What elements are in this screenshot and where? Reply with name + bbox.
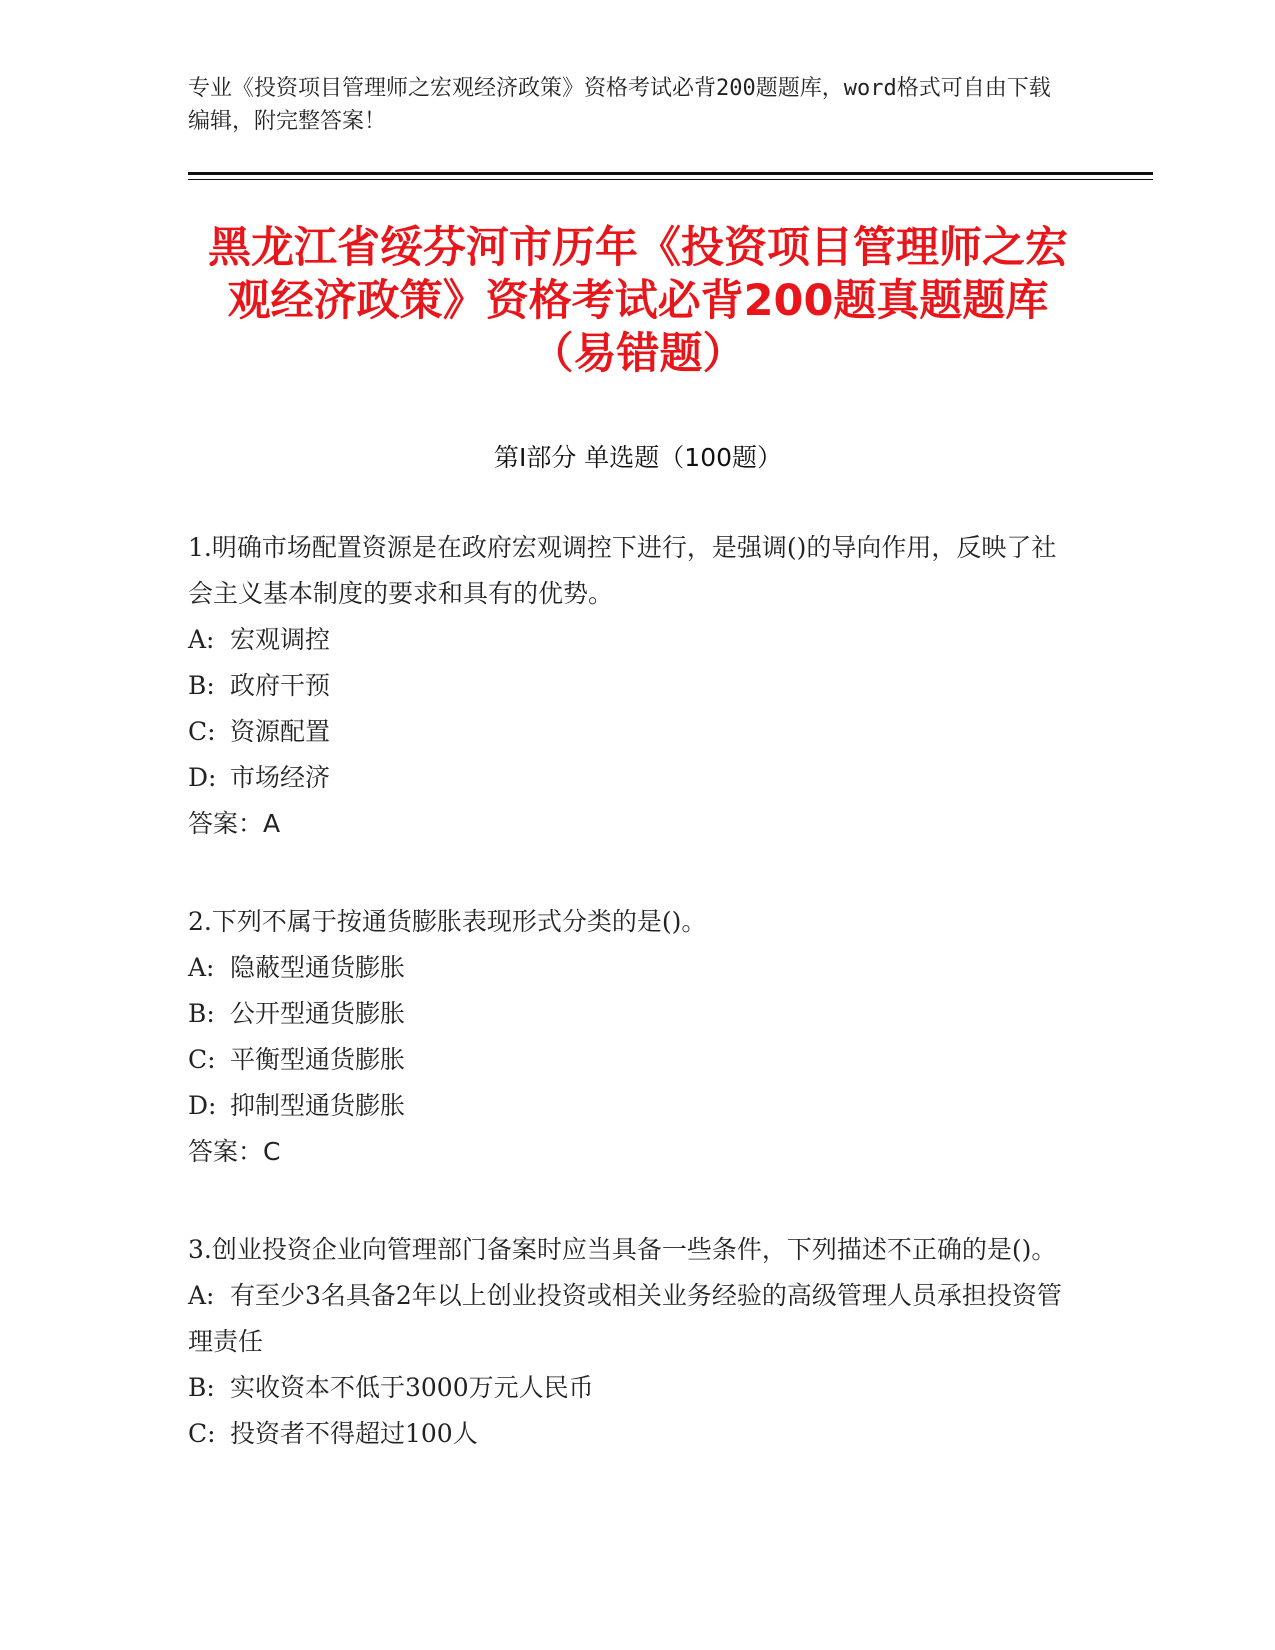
option-text: 政府干预 (230, 671, 331, 700)
document-title: 黑龙江省绥芬河市历年《投资项目管理师之宏观经济政策》资格考试必背200题真题题库（易错题） (208, 223, 1068, 379)
option-d (188, 1083, 1068, 1129)
question-stem: 3.创业投资企业向管理部门备案时应当具备一些条件，下列描述不正确的是()。 (188, 1235, 1057, 1264)
option-letter: B: (188, 671, 215, 700)
option-letter: B: (188, 999, 215, 1028)
question-list (188, 525, 1068, 1509)
option-text: 隐蔽型通货膨胀 (230, 953, 406, 982)
option-letter: C: (188, 717, 216, 746)
option-letter: D: (188, 763, 217, 792)
header-note: 专业《投资项目管理师之宏观经济政策》资格考试必背200题题库，word格式可自由下载编辑，附完整答案！ (188, 76, 1051, 134)
option-text: 资源配置 (230, 717, 331, 746)
option-text: 公开型通货膨胀 (230, 999, 406, 1028)
option-c (188, 1411, 1068, 1457)
answer-line: 答案：C (188, 1137, 281, 1166)
option-c (188, 709, 1068, 755)
option-text: 市场经济 (230, 763, 331, 792)
option-letter: C: (188, 1419, 216, 1448)
option-letter: C: (188, 1045, 216, 1074)
option-b (188, 991, 1068, 1037)
section-heading: 第I部分 单选题（100题） (493, 443, 783, 472)
option-letter: D: (188, 1091, 217, 1120)
question-stem: 2.下列不属于按通货膨胀表现形式分类的是()。 (188, 907, 707, 936)
question-3 (188, 1227, 1068, 1457)
option-letter: A: (188, 1281, 215, 1310)
option-letter: A: (188, 953, 215, 982)
header-divider-thick (188, 172, 1153, 175)
option-a (188, 617, 1068, 663)
option-letter: B: (188, 1373, 215, 1402)
answer-line: 答案：A (188, 809, 281, 838)
question-1 (188, 525, 1068, 847)
option-text: 宏观调控 (230, 625, 331, 654)
option-d (188, 755, 1068, 801)
option-text: 投资者不得超过100人 (230, 1419, 478, 1448)
option-a (188, 945, 1068, 991)
header-divider-thin (188, 179, 1153, 180)
question-stem: 1.明确市场配置资源是在政府宏观调控下进行，是强调()的导向作用，反映了社会主义基本制度的要求和具有的优势。 (188, 533, 1057, 608)
option-text: 抑制型通货膨胀 (230, 1091, 406, 1120)
option-text: 平衡型通货膨胀 (230, 1045, 406, 1074)
option-c (188, 1037, 1068, 1083)
option-b (188, 663, 1068, 709)
option-b (188, 1365, 1068, 1411)
option-letter: A: (188, 625, 215, 654)
option-a (188, 1273, 1068, 1365)
option-text: 实收资本不低于3000万元人民币 (230, 1373, 594, 1402)
question-2 (188, 899, 1068, 1175)
option-text: 有至少3名具备2年以上创业投资或相关业务经验的高级管理人员承担投资管理责任 (188, 1281, 1062, 1356)
